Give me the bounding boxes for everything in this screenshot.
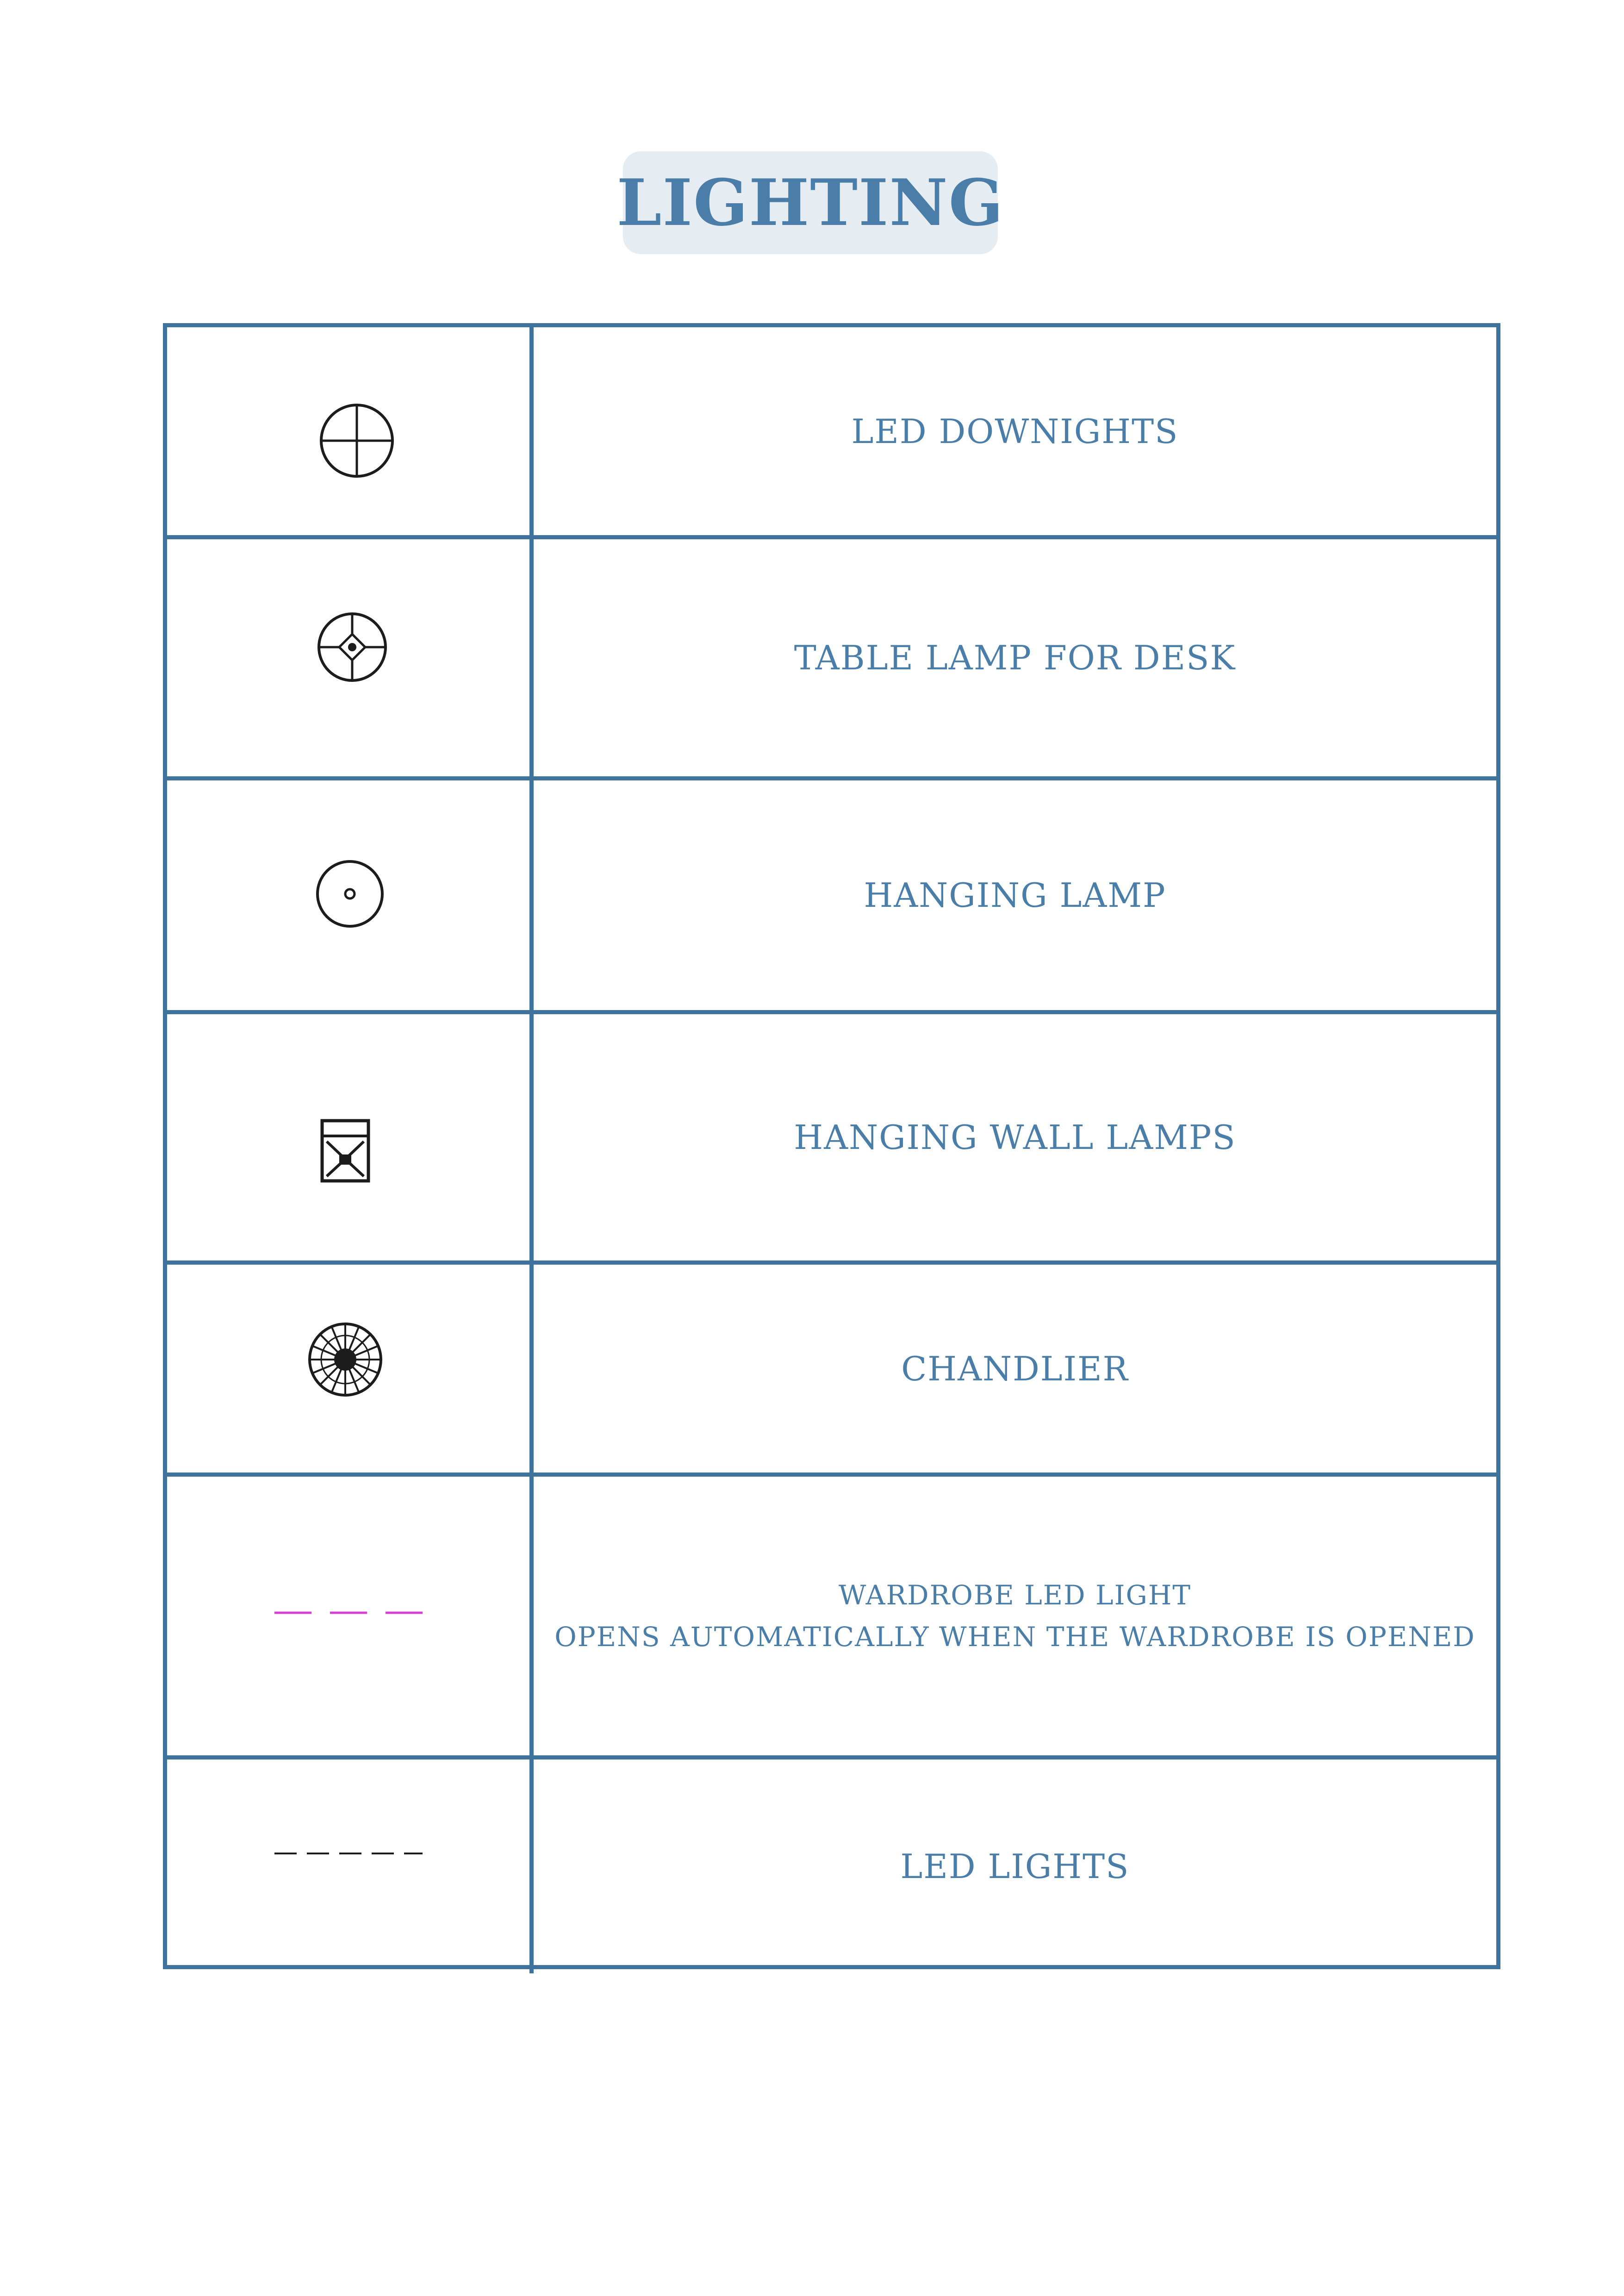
legend-label-cell xyxy=(534,1265,1496,1472)
legend-label: LED DOWNIGHTS xyxy=(851,412,1179,451)
lighting-legend-table xyxy=(163,323,1500,1969)
symbol-cell xyxy=(167,1759,534,1973)
legend-label-cell xyxy=(534,539,1496,776)
symbol-cell xyxy=(167,1265,534,1472)
title-badge xyxy=(616,151,1004,254)
symbol-cell xyxy=(167,327,534,535)
legend-label: CHANDLIER xyxy=(901,1349,1129,1388)
symbol-cell xyxy=(167,780,534,1010)
legend-label: WARDROBE LED LIGHT xyxy=(838,1579,1192,1611)
legend-label-cell xyxy=(534,1014,1496,1260)
legend-label: TABLE LAMP FOR DESK xyxy=(794,638,1236,677)
led-downlight-icon xyxy=(317,401,396,480)
legend-sublabel: OPENS AUTOMATICALLY WHEN THE WARDROBE IS OPENED xyxy=(554,1621,1475,1653)
legend-label-cell xyxy=(534,780,1496,1010)
hanging-lamp-icon xyxy=(314,858,386,930)
wardrobe-led-dashed-line-icon xyxy=(274,1609,423,1616)
page-title: LIGHTING xyxy=(616,165,1004,240)
symbol-cell xyxy=(167,539,534,776)
legend-row-wardrobe-led xyxy=(167,1477,1496,1759)
legend-label-cell xyxy=(534,327,1496,535)
legend-label: LED LIGHTS xyxy=(900,1847,1130,1886)
hanging-wall-lamp-icon xyxy=(320,1118,371,1183)
legend-label-cell xyxy=(534,1477,1496,1755)
legend-label: HANGING LAMP xyxy=(864,876,1166,915)
legend-label-cell xyxy=(534,1759,1496,1973)
legend-row-table-lamp xyxy=(167,539,1496,780)
legend-row-hanging-wall-lamps xyxy=(167,1014,1496,1265)
legend-row-chandelier xyxy=(167,1265,1496,1477)
legend-row-led-lights xyxy=(167,1759,1496,1973)
table-lamp-icon xyxy=(315,610,389,684)
chandelier-icon xyxy=(306,1320,385,1399)
symbol-cell xyxy=(167,1014,534,1260)
legend-row-hanging-lamp xyxy=(167,780,1496,1014)
led-lights-dashed-line-icon xyxy=(274,1851,423,1856)
symbol-cell xyxy=(167,1477,534,1755)
legend-label: HANGING WALL LAMPS xyxy=(794,1118,1236,1157)
legend-row-led-downlights xyxy=(167,327,1496,539)
